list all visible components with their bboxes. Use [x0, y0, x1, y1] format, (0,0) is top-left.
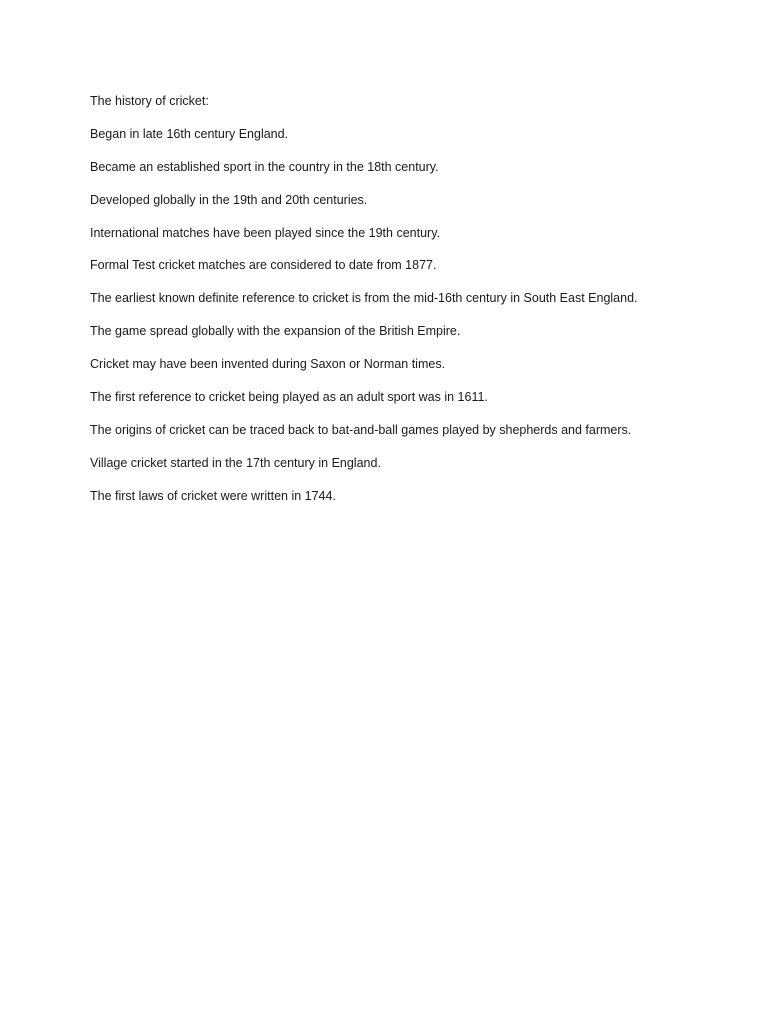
document-heading: The history of cricket:: [90, 94, 209, 108]
document-line: Village cricket started in the 17th century in England.: [90, 455, 381, 470]
document-line: The origins of cricket can be traced back to bat-and-ball games played by shepherds and farmers.: [90, 422, 632, 437]
document-line: Began in late 16th century England.: [90, 126, 289, 141]
document-line: Became an established sport in the country in the 18th century.: [90, 159, 439, 174]
document-line: The first laws of cricket were written in 1744.: [90, 488, 336, 503]
document-line: Developed globally in the 19th and 20th centuries.: [90, 192, 368, 207]
document-line: International matches have been played since the 19th century.: [90, 225, 440, 240]
document-line: Cricket may have been invented during Saxon or Norman times.: [90, 357, 446, 372]
document-line: The game spread globally with the expansion of the British Empire.: [90, 324, 461, 339]
document-line: The first reference to cricket being played as an adult sport was in 1611.: [90, 390, 488, 405]
document-line: Formal Test cricket matches are considered to date from 1877.: [90, 258, 437, 273]
document-body: [90, 92, 730, 520]
document-line: The earliest known definite reference to cricket is from the mid-16th century in South East England.: [90, 291, 638, 306]
